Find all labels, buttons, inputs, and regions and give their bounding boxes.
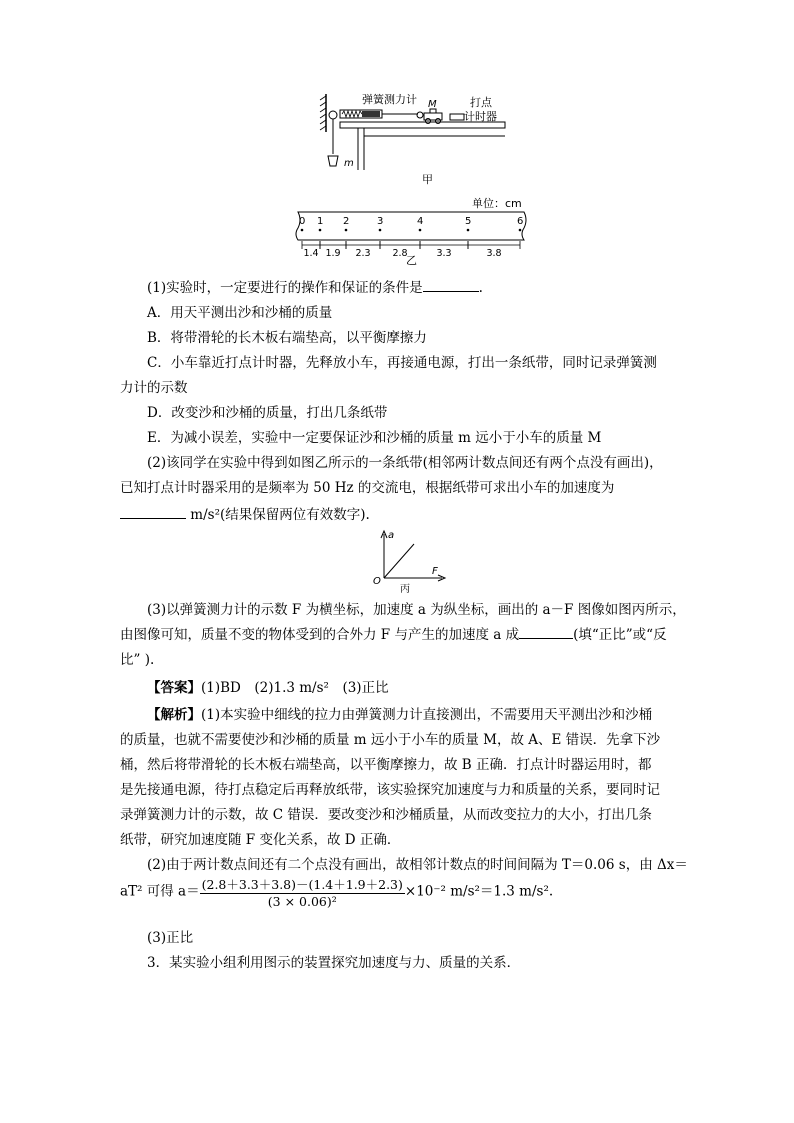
q1-option-b: B．将带滑轮的长木板右端垫高，以平衡摩擦力	[147, 330, 427, 346]
tape-point-label: 2	[343, 216, 350, 227]
analysis-line1	[120, 703, 707, 723]
tape-dot	[379, 229, 382, 232]
tape-dot	[301, 229, 304, 232]
q3-line2-text: 由图像可知，质量不变的物体受到的合外力 F 与产生的加速度 a 成	[120, 627, 520, 643]
analysis-line4: 是先接通电源，待打点稳定后再释放纸带，该实验探究加速度与力和质量的关系，要同时记	[120, 782, 660, 798]
tape-spacing-label: 3.3	[436, 248, 452, 259]
analysis-formula-lhs: aT² 可得 a＝	[120, 883, 200, 900]
q1-stem-end: .	[478, 280, 483, 296]
q1-option-c-line1: C．小车靠近打点计时器，先释放小车，再接通电源，打出一条纸带，同时记录弹簧测	[147, 355, 657, 371]
analysis-line7: (2)由于两计数点间还有二个点没有画出，故相邻计数点的时间间隔为 T＝0.06 s，由 Δx＝	[147, 857, 688, 873]
q1-stem	[120, 276, 680, 296]
figure-paper-tape	[288, 194, 536, 268]
graph-y-label: a	[388, 530, 395, 541]
mass-m-label: m	[344, 158, 354, 169]
tape-dot	[467, 229, 470, 232]
answer-text: (1)BD (2)1.3 m/s² (3)正比	[201, 680, 389, 696]
q3-line2	[120, 623, 680, 643]
timer-label-1: 打点	[470, 96, 492, 109]
q1-option-d: D．改变沙和沙桶的质量，打出几条纸带	[147, 405, 388, 421]
q2-line1: (2)该同学在实验中得到如图乙所示的一条纸带(相邻两计数点间还有两个点没有画出)，	[147, 455, 663, 471]
q3-answer-blank[interactable]	[519, 624, 573, 639]
tape-spacing-label: 1.4	[303, 248, 319, 259]
analysis-tag: 【解析】	[147, 707, 201, 723]
analysis-line6: 纸带，研究加速度随 F 变化关系，故 D 正确．	[120, 832, 401, 848]
q3-line3: 比” ).	[120, 652, 155, 668]
analysis-formula-rhs: ×10⁻² m/s²＝1.3 m/s².	[404, 883, 554, 900]
q3-line1: (3)以弹簧测力计的示数 F 为横坐标，加速度 a 为纵坐标，画出的 a－F 图像如图丙所示，	[147, 602, 686, 618]
q1-option-a: A．用天平测出沙和沙桶的质量	[147, 305, 333, 321]
tape-spacing-label: 2.8	[392, 248, 408, 259]
q1-option-c-line2: 力计的示数	[120, 380, 188, 396]
analysis-fraction	[200, 875, 405, 909]
spring-scale-label: 弹簧测力计	[362, 93, 417, 106]
caption-bing: 丙	[400, 584, 410, 595]
q1-option-e: E．为减小误差，实验中一定要保证沙和沙桶的质量 m 远小于小车的质量 M	[147, 430, 602, 446]
analysis-line1-text: (1)本实验中细线的拉力由弹簧测力计直接测出，不需要用天平测出沙和沙桶	[201, 707, 653, 723]
tape-point-label: 3	[377, 216, 384, 227]
graph-x-label: F	[432, 566, 438, 577]
answer-line	[120, 676, 707, 696]
tape-dot	[319, 229, 322, 232]
analysis-line2: 的质量，也就不需要使沙和沙桶的质量 m 远小于小车的质量 M，故 A、E 错误．先拿下沙	[120, 732, 661, 748]
tape-dot	[345, 229, 348, 232]
answer-tag: 【答案】	[147, 680, 201, 696]
q2-answer-blank[interactable]	[120, 504, 186, 519]
tape-dot	[419, 229, 422, 232]
tape-point-label: 5	[465, 216, 472, 227]
q2-line3	[120, 503, 680, 523]
analysis-line9: (3)正比	[147, 930, 194, 946]
tape-point-label: 0	[299, 216, 306, 227]
caption-jia: 甲	[422, 173, 433, 186]
tape-dot	[519, 229, 522, 232]
figure-a-F-graph	[370, 528, 450, 596]
tape-spacing-label: 1.9	[325, 248, 341, 259]
tape-spacing-label: 2.3	[355, 248, 371, 259]
q2-line2: 已知打点计时器采用的是频率为 50 Hz 的交流电，根据纸带可求出小车的加速度为	[120, 480, 615, 496]
analysis-line5: 录弹簧测力计的示数，故 C 错误．要改变沙和沙桶质量，从而改变拉力的大小，打出几条	[120, 807, 652, 823]
tape-spacing-label: 3.8	[486, 248, 502, 259]
figure-apparatus	[318, 92, 508, 188]
graph-origin-label: O	[373, 576, 381, 587]
q1-answer-blank[interactable]	[423, 277, 479, 292]
analysis-line8	[120, 875, 680, 909]
analysis-line3: 桶，然后将带滑轮的长木板右端垫高，以平衡摩擦力，故 B 正确．打点计时器运用时，都	[120, 757, 652, 773]
q3-line2-end: (填“正比”或“反	[573, 627, 667, 643]
q2-line3-text: m/s²(结果保留两位有效数字).	[186, 507, 370, 523]
mass-M-label: M	[428, 99, 437, 110]
caption-yi: 乙	[406, 254, 417, 267]
tape-point-label: 6	[517, 216, 524, 227]
tape-unit-label: 单位：cm	[472, 197, 522, 210]
q1-stem-text: (1)实验时，一定要进行的操作和保证的条件是	[147, 280, 423, 296]
timer-label-2: 计时器	[464, 110, 497, 123]
fraction-denominator: (3 × 0.06)²	[267, 894, 337, 909]
fraction-numerator: (2.8＋3.3＋3.8)－(1.4＋1.9＋2.3)	[201, 877, 403, 892]
next-question: 3．某实验小组利用图示的装置探究加速度与力、质量的关系．	[147, 955, 521, 971]
tape-point-label: 1	[317, 216, 324, 227]
tape-point-label: 4	[417, 216, 424, 227]
